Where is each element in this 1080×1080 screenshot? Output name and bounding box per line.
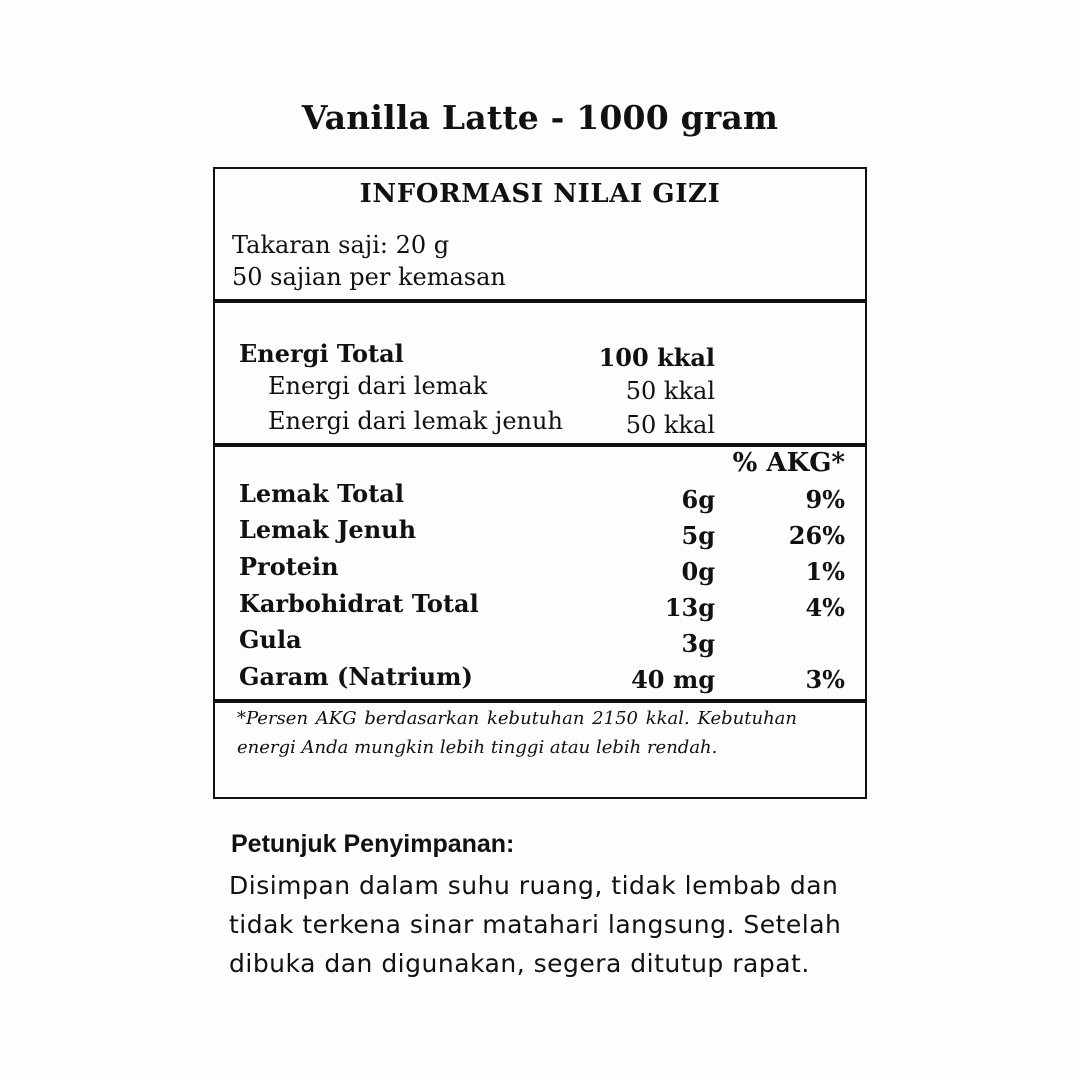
- nutrient-label: Gula: [239, 625, 302, 654]
- nutrient-label: Lemak Total: [239, 479, 404, 508]
- nutrient-label: Karbohidrat Total: [239, 589, 479, 618]
- energy-total-amount: 100 kkal: [598, 343, 715, 372]
- nutrient-amount: 13g: [664, 593, 715, 622]
- divider-rule: [215, 699, 865, 703]
- energy-from-saturated-fat-label: Energi dari lemak jenuh: [268, 407, 563, 435]
- nutrient-label: Garam (Natrium): [239, 662, 473, 691]
- energy-from-fat-amount: 50 kkal: [625, 377, 715, 405]
- akg-header: % AKG*: [732, 448, 845, 478]
- serving-size: Takaran saji: 20 g: [232, 231, 450, 259]
- nutrition-facts-label: [213, 167, 867, 799]
- label-header: INFORMASI NILAI GIZI: [359, 179, 721, 209]
- nutrient-akg: 3%: [805, 665, 845, 694]
- nutrient-amount: 3g: [681, 629, 715, 658]
- nutrient-amount: 40 mg: [631, 665, 715, 694]
- storage-instructions: Disimpan dalam suhu ruang, tidak lembab dan tidak terkena sinar matahari langsung. Setelah dibuka dan digunakan, segera ditutup rapat.: [229, 871, 842, 978]
- nutrient-amount: 6g: [681, 485, 715, 514]
- servings-per-pack: 50 sajian per kemasan: [232, 263, 506, 291]
- nutrient-akg: 26%: [788, 521, 845, 550]
- divider-rule: [215, 299, 865, 303]
- nutrient-akg: 4%: [805, 593, 845, 622]
- nutrient-label: Lemak Jenuh: [239, 515, 417, 544]
- akg-footnote: *Persen AKG berdasarkan kebutuhan 2150 kkal. Kebutuhan energi Anda mungkin lebih tinggi atau lebih rendah.: [237, 708, 797, 758]
- nutrient-akg: 9%: [805, 485, 845, 514]
- energy-total-label: Energi Total: [239, 339, 404, 368]
- nutrient-amount: 5g: [681, 521, 715, 550]
- energy-from-saturated-fat-amount: 50 kkal: [625, 411, 715, 439]
- nutrient-label: Protein: [239, 552, 339, 581]
- product-title: Vanilla Latte - 1000 gram: [301, 98, 779, 137]
- nutrient-akg: 1%: [805, 557, 845, 586]
- divider-rule: [215, 443, 865, 447]
- energy-from-fat-label: Energi dari lemak: [268, 372, 488, 400]
- nutrient-amount: 0g: [681, 557, 715, 586]
- storage-title: Petunjuk Penyimpanan:: [231, 830, 515, 858]
